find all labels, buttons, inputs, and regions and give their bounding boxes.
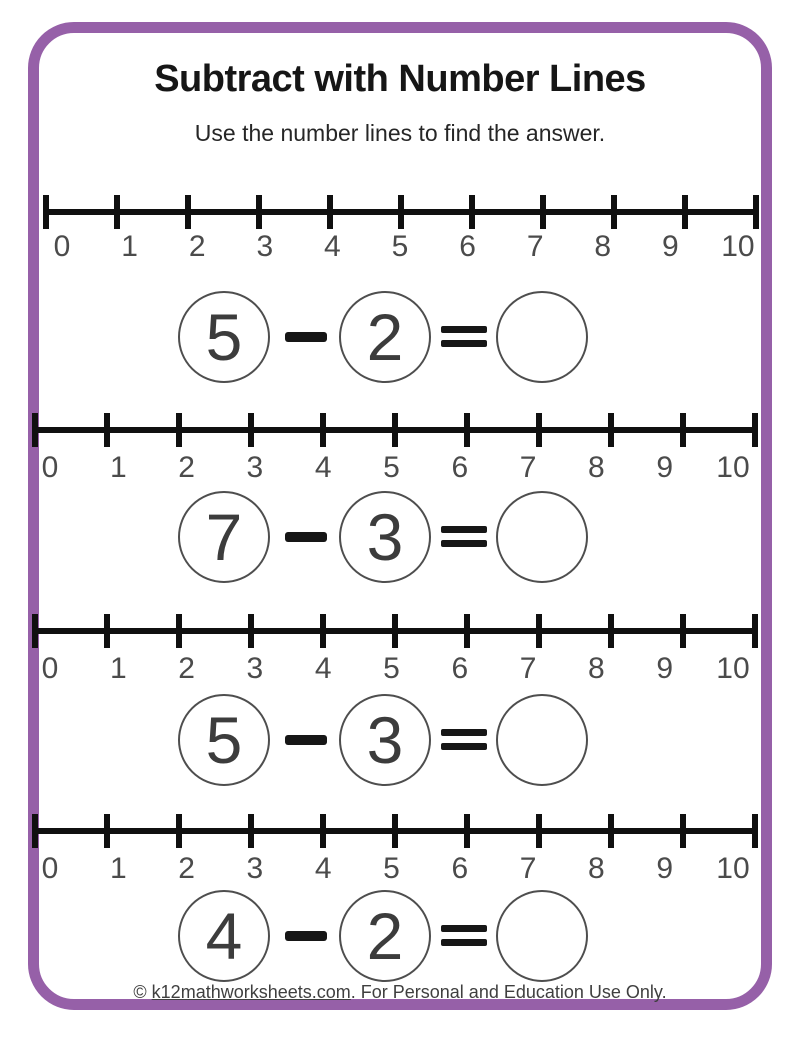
number-line-labels	[28, 851, 755, 887]
answer-circle	[496, 291, 588, 383]
tick-mark	[104, 814, 110, 848]
tick-label: 0	[41, 451, 59, 484]
tick-mark	[611, 195, 617, 229]
number-line-ticks	[43, 195, 759, 229]
minuend-circle	[178, 890, 270, 982]
tick-label: 10	[716, 852, 750, 885]
footer	[0, 981, 800, 1004]
minus-bar	[285, 332, 327, 342]
subtraction-equation	[178, 291, 590, 383]
tick-mark	[256, 195, 262, 229]
equals-bar-top	[441, 526, 487, 533]
tick-mark	[540, 195, 546, 229]
minuend-circle	[178, 491, 270, 583]
equals-bar-top	[441, 729, 487, 736]
minus-operator	[285, 931, 327, 941]
subtrahend-value: 3	[366, 703, 404, 777]
tick-mark	[185, 195, 191, 229]
worksheet-problem-section	[0, 814, 800, 1044]
equals-bar-top	[441, 326, 487, 333]
tick-label: 2	[188, 230, 206, 263]
subtraction-equation	[178, 890, 590, 982]
tick-label: 1	[109, 852, 127, 885]
tick-label: 3	[246, 652, 264, 685]
tick-label: 9	[662, 230, 679, 263]
tick-mark	[392, 413, 398, 447]
footer-usage-note: . For Personal and Education Use Only.	[350, 982, 667, 1002]
tick-mark	[248, 413, 254, 447]
worksheet-instructions: Use the number lines to find the answer.	[194, 120, 606, 146]
tick-mark	[32, 413, 38, 447]
tick-mark	[464, 814, 470, 848]
tick-label: 7	[519, 652, 537, 685]
minuend-circle	[178, 291, 270, 383]
tick-mark	[752, 614, 758, 648]
tick-mark	[536, 413, 542, 447]
tick-label: 9	[656, 652, 674, 685]
worksheet-title: Subtract with Number Lines	[154, 58, 646, 100]
tick-mark	[753, 195, 759, 229]
tick-label: 4	[324, 230, 341, 263]
tick-label: 10	[721, 230, 755, 263]
tick-label: 5	[391, 230, 409, 263]
tick-label: 4	[314, 451, 332, 484]
tick-mark	[680, 614, 686, 648]
tick-label: 7	[519, 451, 537, 484]
tick-mark	[176, 814, 182, 848]
tick-mark	[114, 195, 120, 229]
subtraction-equation	[178, 694, 590, 786]
tick-mark	[320, 614, 326, 648]
copyright-symbol: ©	[133, 982, 147, 1002]
worksheet-problem-section	[0, 195, 800, 425]
tick-mark	[752, 814, 758, 848]
tick-mark	[608, 814, 614, 848]
number-line	[32, 413, 758, 447]
tick-mark	[680, 814, 686, 848]
tick-mark	[469, 195, 475, 229]
tick-mark	[682, 195, 688, 229]
tick-label: 5	[383, 652, 400, 685]
equals-bar-bottom	[441, 743, 487, 750]
tick-mark	[32, 614, 38, 648]
tick-label: 5	[383, 852, 400, 885]
number-line-labels	[40, 229, 760, 265]
tick-label: 6	[451, 451, 469, 484]
minuend-circle	[178, 694, 270, 786]
tick-label: 8	[588, 451, 605, 484]
minuend-value: 5	[205, 703, 243, 777]
subtrahend-circle	[339, 694, 431, 786]
equals-operator	[441, 729, 487, 750]
tick-label: 10	[716, 652, 750, 685]
subtraction-equation	[178, 491, 590, 583]
tick-mark	[104, 413, 110, 447]
tick-label: 8	[594, 230, 612, 263]
tick-mark	[248, 614, 254, 648]
number-line-ticks	[32, 413, 758, 447]
footer-site-link[interactable]: k12mathworksheets.com	[151, 982, 351, 1002]
tick-mark	[392, 614, 398, 648]
tick-mark	[536, 614, 542, 648]
tick-label: 1	[109, 451, 127, 484]
answer-circle	[496, 491, 588, 583]
minus-operator	[285, 532, 327, 542]
worksheet-problem-section	[0, 614, 800, 844]
tick-label: 2	[178, 652, 195, 685]
answer-circle	[496, 890, 588, 982]
tick-label: 2	[178, 852, 195, 885]
tick-mark	[43, 195, 49, 229]
tick-label: 9	[656, 451, 674, 484]
tick-label: 8	[588, 852, 605, 885]
tick-mark	[327, 195, 333, 229]
tick-label: 8	[588, 652, 605, 685]
tick-label: 6	[459, 230, 476, 263]
minuend-value: 7	[205, 500, 243, 574]
number-line	[32, 814, 758, 848]
tick-mark	[398, 195, 404, 229]
tick-mark	[176, 413, 182, 447]
tick-label: 1	[121, 230, 138, 263]
subtrahend-circle	[339, 491, 431, 583]
number-line-labels	[28, 450, 755, 486]
subtrahend-value: 3	[366, 500, 404, 574]
equals-operator	[441, 925, 487, 946]
tick-label: 7	[526, 230, 544, 263]
minuend-value: 5	[205, 300, 243, 374]
tick-label: 7	[519, 852, 537, 885]
tick-label: 4	[314, 852, 332, 885]
equals-bar-bottom	[441, 939, 487, 946]
tick-mark	[536, 814, 542, 848]
equals-bar-bottom	[441, 340, 487, 347]
tick-label: 3	[246, 852, 264, 885]
minus-bar	[285, 532, 327, 542]
equals-bar-bottom	[441, 540, 487, 547]
tick-label: 9	[656, 852, 674, 885]
minus-bar	[285, 931, 327, 941]
number-line	[43, 195, 759, 229]
tick-label: 6	[451, 852, 469, 885]
tick-label: 0	[53, 230, 71, 263]
subtrahend-value: 2	[366, 300, 404, 374]
tick-mark	[464, 614, 470, 648]
number-line-ticks	[32, 614, 758, 648]
tick-label: 0	[41, 652, 59, 685]
tick-label: 10	[716, 451, 750, 484]
number-line-labels	[28, 651, 755, 687]
number-line-ticks	[32, 814, 758, 848]
tick-mark	[608, 413, 614, 447]
worksheet-problem-section	[0, 413, 800, 643]
tick-label: 3	[256, 230, 274, 263]
tick-mark	[392, 814, 398, 848]
tick-mark	[680, 413, 686, 447]
tick-mark	[320, 413, 326, 447]
tick-label: 0	[41, 852, 59, 885]
tick-label: 3	[246, 451, 264, 484]
tick-mark	[248, 814, 254, 848]
tick-mark	[464, 413, 470, 447]
tick-label: 5	[383, 451, 400, 484]
answer-circle	[496, 694, 588, 786]
minus-bar	[285, 735, 327, 745]
tick-label: 2	[178, 451, 195, 484]
subtrahend-circle	[339, 890, 431, 982]
equals-bar-top	[441, 925, 487, 932]
equals-operator	[441, 526, 487, 547]
tick-mark	[320, 814, 326, 848]
minus-operator	[285, 332, 327, 342]
subtrahend-circle	[339, 291, 431, 383]
tick-label: 6	[451, 652, 469, 685]
tick-mark	[32, 814, 38, 848]
minuend-value: 4	[205, 899, 243, 973]
number-line	[32, 614, 758, 648]
tick-mark	[176, 614, 182, 648]
minus-operator	[285, 735, 327, 745]
tick-mark	[608, 614, 614, 648]
subtrahend-value: 2	[366, 899, 404, 973]
tick-label: 4	[314, 652, 332, 685]
tick-mark	[104, 614, 110, 648]
equals-operator	[441, 326, 487, 347]
tick-label: 1	[109, 652, 127, 685]
tick-mark	[752, 413, 758, 447]
